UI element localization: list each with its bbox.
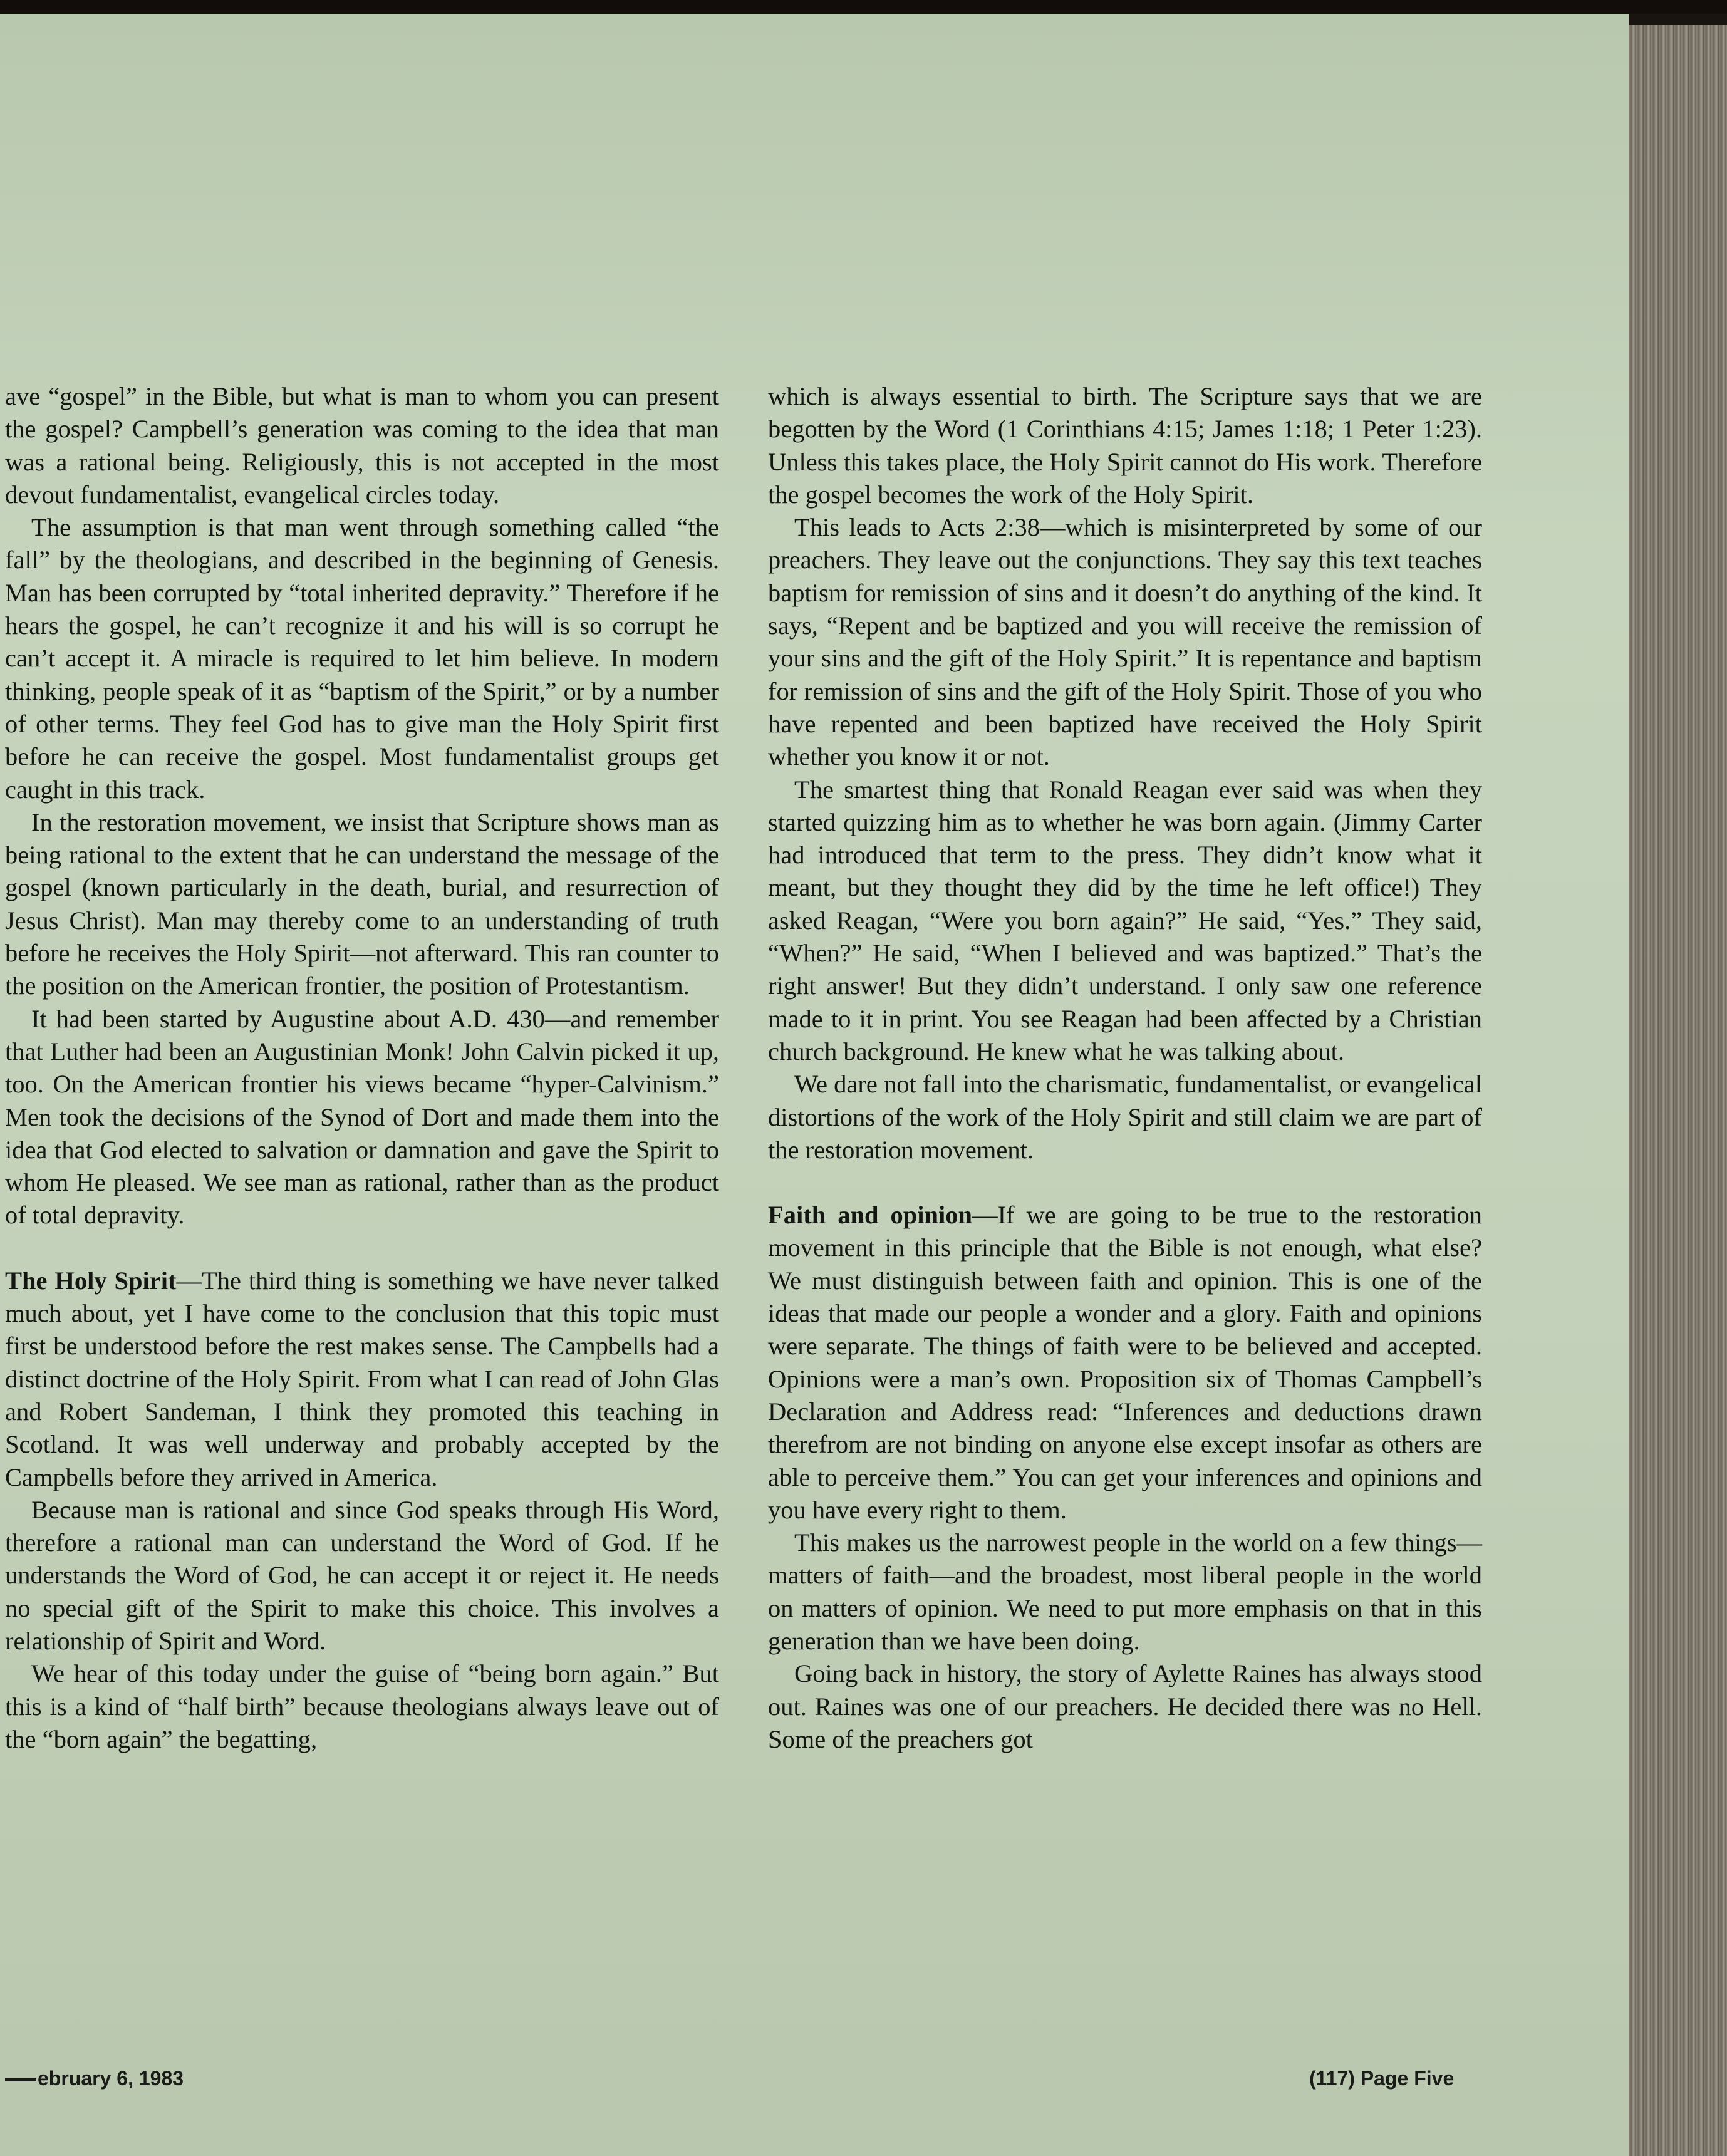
paragraph: This makes us the narrowest people in the world on a few things—matters of faith—and the broadest, most liberal people in the world on matters of opinion. We need to put more emphasis on that in this generation than we have been doing. (768, 1528, 1482, 1655)
footer-page-number: (117) Page Five (1309, 2067, 1455, 2090)
paragraph: Going back in history, the story of Aylette Raines has always stood out. Raines was one of our preachers. He decided there was no Hell. Some of the preachers got (768, 1659, 1482, 1753)
section-text: —If we are going to be true to the restoration movement in this principle that the Bible is not enough, what else? We must distinguish between faith and opinion. This is one of the ideas that made our people a wonder and a glory. Faith and opinions were separate. The things of faith were to be believed and accepted. Opinions were a man’s own. Proposition six of Thomas Campbell’s Declaration and Address read: “Inferences and deductions drawn therefrom are not binding on anyone else except insofar as others are able to perceive them.” You can get your inferences and opinions and you have every right to them. (768, 1201, 1482, 1524)
paragraph: The smartest thing that Ronald Reagan ever said was when they started quizzing him as to whether he was born again. (Jimmy Carter had introduced that term to the press. They didn’t know what it meant, but they thought they did by the time he left office!) They asked Reagan, “Were you born again?” He said, “Yes.” They said, “When?” He said, “When I believed and was baptized.” That’s the right answer! But they didn’t understand. I only saw one reference made to it in print. You see Reagan had been affected by a Christian church background. He knew what he was talking about. (768, 775, 1482, 1065)
paragraph: which is always essential to birth. The Scripture says that we are begotten by the Word (1 Corinthians 4:15; James 1:18; 1 Peter 1:23). Unless this takes place, the Holy Spirit cannot do His work. Therefore the gospel becomes the work of the Holy Spirit. (768, 382, 1482, 509)
section-paragraph (768, 1199, 1482, 1526)
paragraph: We hear of this today under the guise of “being born again.” But this is a kind of “half birth” because theologians always leave out of the “born again” the begatting, (5, 1659, 719, 1753)
section-paragraph (5, 1265, 719, 1494)
footer-rule (5, 2078, 36, 2081)
paragraph: In the restoration movement, we insist that Scripture shows man as being rational to the extent that he can understand the message of the gospel (known particularly in the death, burial, and resurrection of Jesus Christ). Man may thereby come to an understanding of truth before he receives the Holy Spirit—not afterward. This ran counter to the position on the American frontier, the position of Protestantism. (5, 807, 719, 1000)
paragraph: The assumption is that man went through something called “the fall” by the theologians, and described in the beginning of Genesis. Man has been corrupted by “total inherited depravity.” Therefore if he hears the gospel, he can’t recognize it and his will is so corrupt he can’t accept it. A miracle is required to let him believe. In modern thinking, people speak of it as “baptism of the Spirit,” or by a number of other terms. They feel God has to give man the Holy Spirit first before he can receive the gospel. Most fundamentalist groups get caught in this track. (5, 513, 719, 804)
left-column (5, 380, 719, 1756)
paragraph: This leads to Acts 2:38—which is misinterpreted by some of our preachers. They leave out the conjunctions. They say this text teaches baptism for remission of sins and it doesn’t do anything of the kind. It says, “Repent and be baptized and you will receive the remission of your sins and the gift of the Holy Spirit.” It is repentance and baptism for remission of sins and the gift of the Holy Spirit. Those of you who have repented and been baptized have received the Holy Spirit whether you know it or not. (768, 513, 1482, 771)
section-text: —The third thing is something we have never talked much about, yet I have come to the conclusion that this topic must first be understood before the rest makes sense. The Campbells had a distinct doctrine of the Holy Spirit. From what I can read of John Glas and Robert Sandeman, I think they promoted this teaching in Scotland. It was well underway and probably accepted by the Campbells before they arrived in America. (5, 1266, 719, 1491)
right-column (768, 380, 1482, 1756)
paragraph: It had been started by Augustine about A.D. 430—and remember that Luther had been an Augustinian Monk! John Calvin picked it up, too. On the American frontier his views became “hyper-Calvinism.” Men took the decisions of the Synod of Dort and made them into the idea that God elected to salvation or damnation and gave the Spirit to whom He pleased. We see man as rational, rather than as the product of total depravity. (5, 1004, 719, 1230)
section-gap (5, 1232, 719, 1265)
section-gap (768, 1166, 1482, 1199)
section-heading: Faith and opinion (768, 1201, 973, 1230)
footer-date (5, 2067, 184, 2090)
footer-date-text: ebruary 6, 1983 (38, 2067, 184, 2090)
page-top-shadow (0, 0, 1727, 14)
book-page-edges (1629, 25, 1727, 2156)
paragraph: Because man is rational and since God speaks through His Word, therefore a rational man can understand the Word of God. If he understands the Word of God, he can accept it or reject it. He needs no special gift of the Spirit to make this choice. This involves a relationship of Spirit and Word. (5, 1495, 719, 1655)
paragraph: We dare not fall into the charismatic, fundamentalist, or evangelical distortions of the work of the Holy Spirit and still claim we are part of the restoration movement. (768, 1070, 1482, 1164)
paragraph: ave “gospel” in the Bible, but what is man to whom you can present the gospel? Campbell’s generation was coming to the idea that man was a rational being. Religiously, this is not accepted in the most devout fundamentalist, evangelical circles today. (5, 382, 719, 509)
section-heading: The Holy Spirit (5, 1266, 177, 1295)
magazine-page (0, 14, 1629, 2156)
